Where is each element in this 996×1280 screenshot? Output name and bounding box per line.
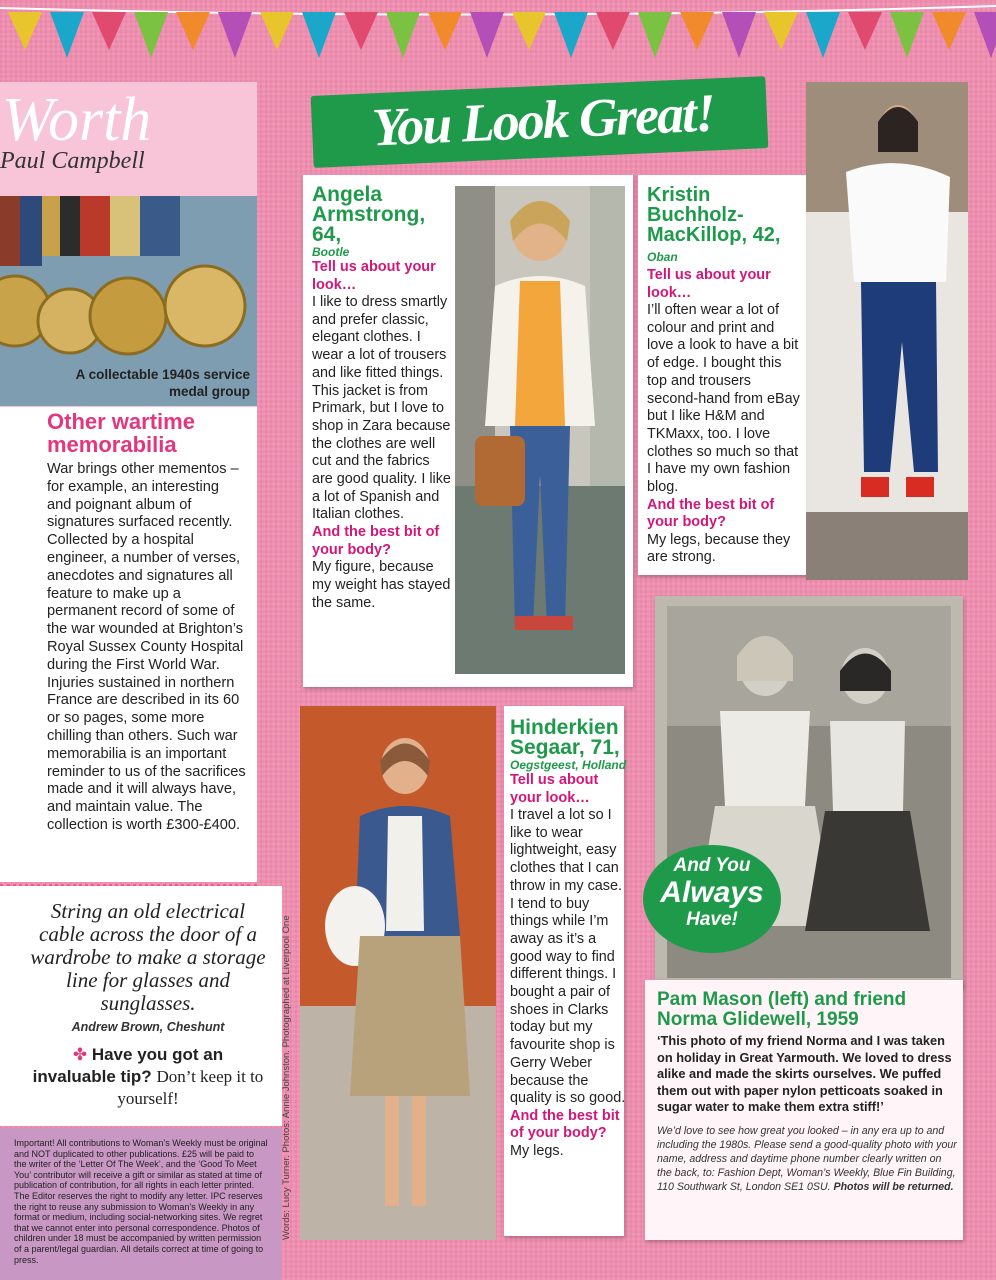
bunting-flag bbox=[344, 12, 378, 50]
hinderkien-name: Hinderkien Segaar, 71, bbox=[510, 716, 620, 759]
badge-line2: Always bbox=[660, 876, 764, 909]
kristin-place: Oban bbox=[647, 250, 678, 264]
angela-a2: My figure, because my weight has stayed the same. bbox=[312, 559, 451, 611]
bunting-flag bbox=[638, 12, 672, 58]
hinderkien-place: Oegstgeest, Holland bbox=[510, 758, 627, 772]
bunting-flag bbox=[596, 12, 630, 50]
pam-info: We’d love to see how great you looked – in any era up to and including the 1980s. Please send a good-quality photo with your name, address and daytime phone number clearly written on the back, to: Fashion Dept, Woman’s Weekly, Blue Fin Building, 110 Southwark St, London SE1 0SU. bbox=[657, 1124, 957, 1193]
section-title: Worth bbox=[2, 86, 152, 154]
photo-credit bbox=[277, 880, 299, 1240]
bunting-flag bbox=[218, 12, 252, 58]
badge-text bbox=[643, 855, 781, 931]
page-title: You Look Great! bbox=[370, 82, 716, 158]
medal-caption: A collectable 1940s service medal group bbox=[75, 367, 250, 399]
kristin-name-text: Kristin Buchholz-MacKillop, 42, bbox=[647, 184, 781, 246]
bunting-flag bbox=[134, 12, 168, 58]
bunting-flag bbox=[932, 12, 966, 50]
bunting-flag bbox=[554, 12, 588, 58]
tip-question-rest: Don’t keep it to yourself! bbox=[117, 1067, 264, 1108]
tip-question bbox=[30, 1044, 266, 1110]
bunting-flag bbox=[386, 12, 420, 58]
important-notice: Important! All contributions to Woman’s Weekly must be original and NOT duplicated to other publications. £25 will be paid to the writer of the ‘Letter Of The Week’, and the ‘Good To Meet You’ contributor will receive a gift or similar as stated at time of publication of contribution, for all rights in each letter printed. The Editor reserves the right to modify any letter. IPC reserves the right to reuse any submission to Woman’s Weekly in any format or medium, including social-networking sites. We regret that we cannot enter into personal correspondence. Photos of children under 18 must be accompanied by written permission of a parent/legal guardian. All details correct at time of going to press. bbox=[0, 1128, 282, 1280]
bunting-flag bbox=[50, 12, 84, 58]
pam-text bbox=[657, 990, 957, 1194]
kristin-text bbox=[647, 185, 802, 567]
hinderkien-q1: Tell us about your look… bbox=[510, 772, 599, 806]
bunting-flag bbox=[260, 12, 294, 50]
hinderkien-text bbox=[510, 718, 628, 1161]
bunting-flag bbox=[890, 12, 924, 58]
bunting-flag bbox=[176, 12, 210, 50]
bunting-flag bbox=[722, 12, 756, 58]
badge-line1: And You bbox=[673, 855, 751, 876]
bunting-flag bbox=[848, 12, 882, 50]
bunting-decoration bbox=[0, 0, 996, 70]
angela-a1: I like to dress smartly and prefer classic, elegant clothes. I wear a lot of trousers and like fitted things. This jacket is from Primark, but I love to shop in Zara because the clothes are well cut and the fabrics are good quality. I like a lot of Spanish and Italian clothes. bbox=[312, 294, 451, 523]
hinderkien-photo bbox=[300, 706, 496, 1240]
tip-text: String an old electrical cable across the door of a wardrobe to make a storage line for glasses and sunglasses. bbox=[30, 899, 266, 1015]
kristin-q1: Tell us about your look… bbox=[647, 267, 771, 301]
kristin-q2: And the best bit of your body? bbox=[647, 496, 775, 531]
angela-q1: Tell us about your look… bbox=[312, 259, 436, 293]
pam-info-block bbox=[657, 1124, 957, 1194]
bunting-flag bbox=[470, 12, 504, 58]
kristin-a1: I’ll often wear a lot of colour and print and love a look to have a bit of edge. I bought this top and trousers second-hand from eBay but I like H&M and TKMaxx, too. I love clothes so much so that I have my own fashion blog. bbox=[647, 302, 800, 496]
wartime-body: War brings other mementos – for example, an interesting and poignant album of signatures surfaced recently. Collected by a hospital engineer, a number of verses, anecdotes and signatures all feature to make up a permanent record of some of the war wounded at Brighton’s Royal Sussex County Hospital during the First World War. Injuries sustained in northern France are described in its 60 or so pages, some more chilling than others. Such war memorabilia is an important reminder to us of the sacrifices made and it will always have, and maintain value. The collection is worth £300-£400. bbox=[47, 461, 246, 833]
bunting-flag bbox=[764, 12, 798, 50]
bunting-flag bbox=[806, 12, 840, 58]
pam-quote: ‘This photo of my friend Norma and I was taken on holiday in Great Yarmouth. We loved to dress alike and made the skirts ourselves. We puffed them out with paper nylon petticoats soaked in sugar water to make them extra stiff!’ bbox=[657, 1033, 952, 1114]
angela-q2: And the best bit of your body? bbox=[312, 524, 440, 558]
flower-icon: ✤ bbox=[72, 1045, 88, 1064]
kristin-photo bbox=[806, 82, 968, 580]
bunting-flag bbox=[512, 12, 546, 50]
angela-name: Angela Armstrong, 64, bbox=[312, 183, 426, 246]
bunting-flag bbox=[974, 12, 996, 58]
bunting-flag bbox=[92, 12, 126, 50]
kristin-a2: My legs, because they are strong. bbox=[647, 531, 791, 566]
tip-author: Andrew Brown, Cheshunt bbox=[71, 1020, 225, 1034]
bunting-flag bbox=[680, 12, 714, 50]
byline: Paul Campbell bbox=[0, 148, 145, 174]
bunting-flag bbox=[428, 12, 462, 50]
tip-question-bold: Have you got an invaluable tip? bbox=[32, 1045, 224, 1086]
bunting-flag bbox=[302, 12, 336, 58]
angela-photo bbox=[455, 186, 625, 674]
badge-line3: Have! bbox=[686, 909, 738, 930]
credit-text: Words: Lucy Turner. Photos: Annie Johnston. Photographed at Liverpool One bbox=[281, 915, 292, 1240]
hinderkien-a2: My legs. bbox=[510, 1142, 564, 1159]
kristin-name bbox=[647, 185, 802, 267]
hinderkien-a1: I travel a lot so I like to wear lightweight, easy clothes that I can throw in my case. I tend to buy things while I’m away as it’s a good way to find different things. I bought a pair of shoes in Clarks today but my favourite shop is Gerry Weber because the quality is so good. bbox=[510, 807, 626, 1107]
angela-text bbox=[312, 185, 452, 612]
pam-info-bold: Photos will be returned. bbox=[833, 1180, 954, 1193]
angela-place: Bootle bbox=[312, 245, 350, 259]
pam-title: Pam Mason (left) and friend Norma Glidewell, 1959 bbox=[657, 989, 907, 1030]
bunting-flag bbox=[8, 12, 42, 50]
hinderkien-q2: And the best bit of your body? bbox=[510, 1107, 620, 1142]
wartime-heading: Other wartime memorabilia bbox=[47, 409, 195, 457]
